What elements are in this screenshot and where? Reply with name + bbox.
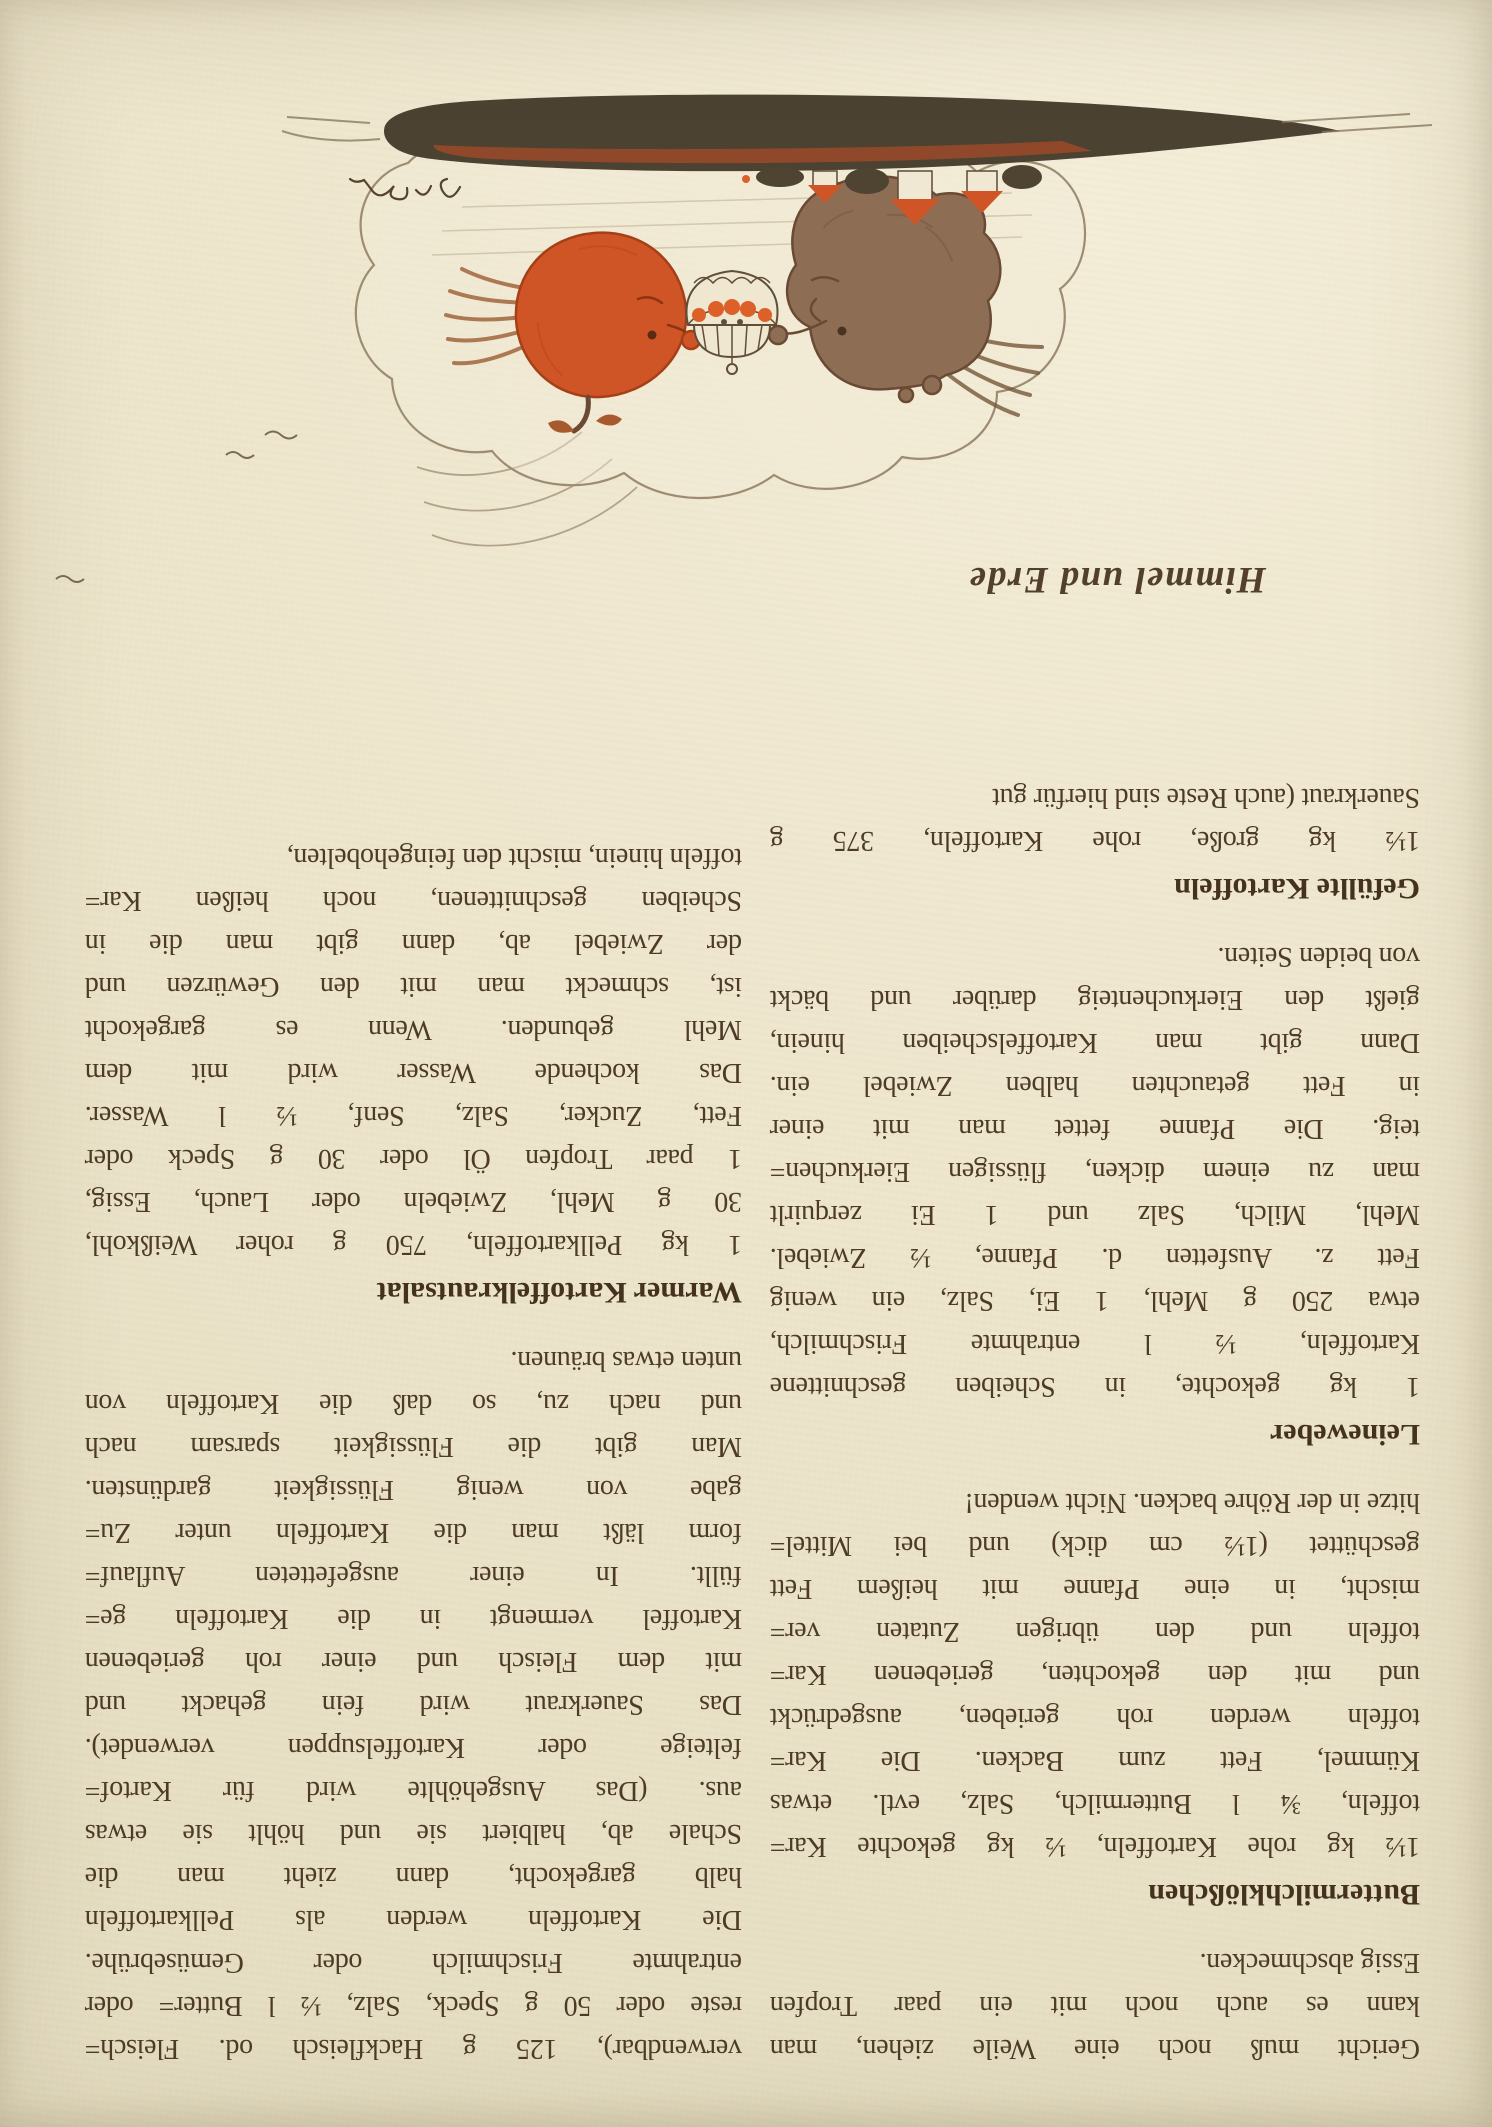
- text-line: Das Sauerkraut wird fein gehackt und: [85, 1689, 742, 1720]
- text-line: Fett z. Ausfetten d. Pfanne, ½ Zwiebel.: [770, 1242, 1420, 1273]
- text-line: mischt, in eine Pfanne mit heißem Fett: [770, 1573, 1420, 1604]
- text-line: Kümmel, Fett zum Backen. Die Kar=: [770, 1745, 1420, 1776]
- text-line: halb gargekocht, dann zieht man die: [85, 1861, 742, 1892]
- text-line: Essig abschmecken.: [1199, 1947, 1420, 1978]
- text-line: 1½ kg große, rohe Kartoffeln, 375 g: [770, 825, 1420, 856]
- recipe-heading: Leineweber: [1270, 1418, 1420, 1451]
- text-line: Man gibt die Flüssigkeit sparsam nach: [85, 1431, 742, 1462]
- text-line: gießt den Eierkuchenteig darüber und bäckt: [770, 984, 1420, 1015]
- column-left: [770, 776, 1420, 2070]
- text-line: gabe von wenig Flüssigkeit gardünsten.: [85, 1474, 742, 1505]
- recipe-heading: Buttermilchklößchen: [1148, 1878, 1420, 1911]
- recipe-paragraph: [85, 1339, 742, 2070]
- text-line: etwa 250 g Mehl, 1 Ei, Salz, ein wenig: [770, 1285, 1420, 1316]
- text-line: in Fett getauchten halben Zwiebel ein.: [770, 1070, 1420, 1101]
- text-line: kann es auch noch mit ein paar Tropfen: [770, 1990, 1420, 2021]
- birds-icon: [56, 432, 297, 583]
- text-line: Mehl, Milch, Salz und 1 Ei zerquirlt: [770, 1199, 1420, 1230]
- text-line: 1 paar Tropfen Öl oder 30 g Speck oder: [85, 1143, 742, 1174]
- text-line: toffeln, ¾ l Buttermilch, Salz, evtl. etwas: [770, 1788, 1420, 1819]
- recipe-paragraph: [770, 1941, 1420, 2070]
- recipe-heading: Gefüllte Kartoffeln: [1174, 872, 1420, 905]
- text-line: Die Kartoffeln werden als Pellkartoffeln: [85, 1904, 742, 1935]
- text-line: 1½ kg rohe Kartoffeln, ½ kg gekochte Kar=: [770, 1831, 1420, 1862]
- text-line: und nach zu, so daß die Kartoffeln von: [85, 1388, 742, 1419]
- earth-band-icon: [282, 95, 1432, 172]
- illustration-svg: [0, 0, 1492, 647]
- text-line: 30 g Mehl, Zwiebeln oder Lauch, Essig,: [85, 1186, 742, 1217]
- text-line: toffeln hinein, mischt den feingehobelten,: [287, 842, 742, 873]
- text-line: 1 kg Pellkartoffeln, 750 g roher Weißkohl,: [85, 1229, 742, 1260]
- text-line: Dann gibt man Kartoffelscheiben hinein,: [770, 1027, 1420, 1058]
- recipe-paragraph: [770, 1481, 1420, 1868]
- text-line: geschüttet (1½ cm dick) und bei Mittel=: [770, 1530, 1420, 1561]
- text-line: Gericht muß noch eine Weile ziehen, man: [770, 2033, 1420, 2064]
- text-line: verwendbar), 125 g Hackfleisch od. Fleisch=: [85, 2033, 742, 2064]
- illustration-caption: Himmel und Erde: [968, 559, 1266, 600]
- recipe-heading: Warmer Kartoffelkrautsalat: [376, 1276, 742, 1309]
- text-line: mit dem Fleisch und einer roh geriebenen: [85, 1646, 742, 1677]
- text-line: Schale ab, halbiert sie und höhlt sie etwas: [85, 1818, 742, 1849]
- text-line: entrahmte Frischmilch oder Gemüsebrühe.: [85, 1947, 742, 1978]
- text-line: Kartoffel vermengt in die Kartoffeln ge=: [85, 1603, 742, 1634]
- text-line: und mit den gekochten, geriebenen Kar=: [770, 1659, 1420, 1690]
- text-line: unten etwas bräunen.: [510, 1345, 742, 1376]
- text-line: von beiden Seiten.: [1217, 941, 1420, 972]
- text-line: toffeln werden roh gerieben, ausgedrückt: [770, 1702, 1420, 1733]
- text-line: hitze in der Röhre backen. Nicht wenden!: [964, 1487, 1420, 1518]
- recipe-paragraph: [85, 836, 742, 1266]
- text-line: felteige oder Kartoffelsuppen verwendet).: [85, 1732, 742, 1763]
- text-line: teig. Die Pfanne fettet man mit einer: [770, 1113, 1420, 1144]
- text-line: Das kochende Wasser wird mit dem: [85, 1057, 742, 1088]
- text-line: Scheiben geschnittenen, noch heißen Kar=: [85, 885, 742, 916]
- text-line: reste oder 50 g Speck, Salz, ½ l Butter= oder: [85, 1990, 742, 2021]
- recipe-paragraph: [770, 935, 1420, 1408]
- text-line: Mehl gebunden. Wenn es gargekocht: [85, 1014, 742, 1045]
- text-line: Sauerkraut (auch Reste sind hierfür gut: [992, 782, 1420, 813]
- text-line: aus. (Das Ausgehöhlte wird für Kartof=: [85, 1775, 742, 1806]
- column-right: [85, 776, 742, 2070]
- text-line: toffeln und den übrigen Zutaten ver=: [770, 1616, 1420, 1647]
- recipe-paragraph: [770, 776, 1420, 862]
- text-line: man zu einem dicken, flüssigen Eierkuchen=: [770, 1156, 1420, 1187]
- text-line: Fett, Zucker, Salz, Senf, ½ l Wasser.: [85, 1100, 742, 1131]
- text-line: Kartoffeln, ½ l entrahmte Frischmilch,: [770, 1328, 1420, 1359]
- text-line: füllt. In einer ausgefetteten Auflauf=: [85, 1560, 742, 1591]
- text-line: form läßt man die Kartoffeln unter Zu=: [85, 1517, 742, 1548]
- text-line: der Zwiebel ab, dann gibt man die in: [85, 928, 742, 959]
- text-line: ist, schmeckt man mit den Gewürzen und: [85, 971, 742, 1002]
- text-line: 1 kg gekochte, in Scheiben geschnittene: [770, 1371, 1420, 1402]
- recipe-text-block: [85, 776, 1420, 2070]
